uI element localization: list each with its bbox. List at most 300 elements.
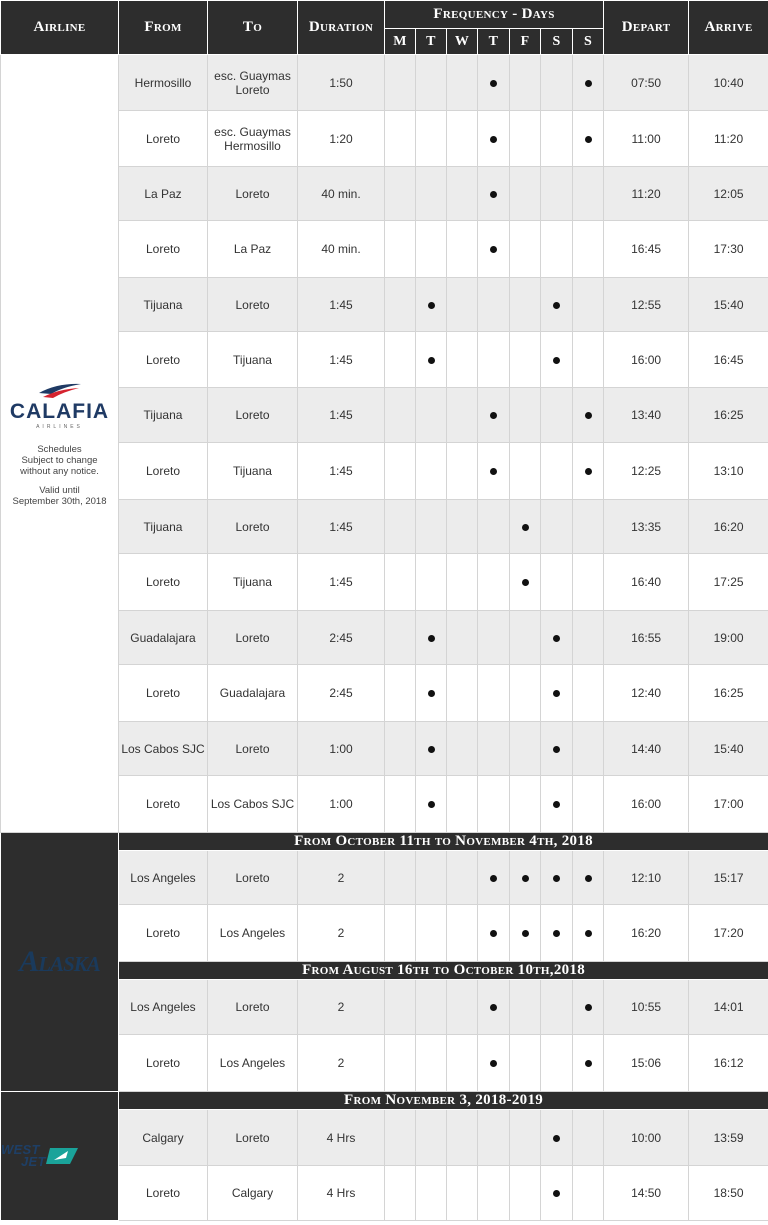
day-cell (478, 554, 510, 611)
schedule-note (20, 444, 99, 477)
day-cell (541, 611, 573, 665)
day-cell (510, 278, 541, 332)
day-cell (541, 111, 573, 167)
day-cell (385, 611, 416, 665)
day-cell (510, 111, 541, 167)
flight-day-dot-icon (553, 302, 560, 309)
day-cell (385, 722, 416, 776)
depart-cell: 16:55 (604, 611, 689, 665)
day-cell (510, 388, 541, 443)
to-cell: La Paz (208, 221, 298, 278)
day-cell (416, 665, 447, 722)
day-cell (541, 722, 573, 776)
depart-cell: 10:55 (604, 980, 689, 1035)
from-cell: Guadalajara (119, 611, 208, 665)
flight-day-dot-icon (522, 875, 529, 882)
duration-cell: 40 min. (298, 221, 385, 278)
arrive-cell: 17:30 (689, 221, 768, 278)
to-cell: Loreto (208, 851, 298, 905)
day-cell (447, 221, 478, 278)
duration-cell: 2:45 (298, 665, 385, 722)
day-cell (478, 980, 510, 1035)
from-cell: Loreto (119, 111, 208, 167)
day-cell (416, 611, 447, 665)
arrive-cell: 16:25 (689, 388, 768, 443)
flight-day-dot-icon (428, 801, 435, 808)
day-cell (385, 500, 416, 554)
day-cell (478, 1035, 510, 1092)
depart-cell: 12:40 (604, 665, 689, 722)
day-cell (416, 722, 447, 776)
day-cell (478, 1110, 510, 1166)
flight-day-dot-icon (490, 930, 497, 937)
day-cell (573, 111, 604, 167)
flight-day-dot-icon (490, 1004, 497, 1011)
arrive-cell: 17:00 (689, 776, 768, 833)
flight-day-dot-icon (490, 191, 497, 198)
day-cell (478, 55, 510, 111)
day-cell (385, 443, 416, 500)
day-cell (478, 722, 510, 776)
duration-cell: 2 (298, 980, 385, 1035)
flight-day-dot-icon (585, 875, 592, 882)
section-title: From October 11th to November 4th, 2018 (119, 833, 768, 851)
calafia-logo-text: CALAFIA (9, 399, 110, 423)
flight-day-dot-icon (553, 1190, 560, 1197)
airline-cell-alaska (1, 833, 119, 1092)
depart-cell: 16:45 (604, 221, 689, 278)
day-cell (447, 776, 478, 833)
day-cell (573, 443, 604, 500)
from-cell: Loreto (119, 332, 208, 388)
from-cell: Tijuana (119, 388, 208, 443)
day-cell (385, 851, 416, 905)
arrive-cell: 17:20 (689, 905, 768, 962)
header-from: From (119, 1, 208, 55)
duration-cell: 1:50 (298, 55, 385, 111)
duration-cell: 2 (298, 905, 385, 962)
header-day-mon: M (385, 29, 416, 55)
calafia-logo (1, 381, 118, 507)
day-cell (385, 332, 416, 388)
to-cell: Tijuana (208, 332, 298, 388)
flight-day-dot-icon (490, 875, 497, 882)
to-cell: Los Cabos SJC (208, 776, 298, 833)
day-cell (447, 1110, 478, 1166)
from-cell: Loreto (119, 905, 208, 962)
day-cell (416, 1166, 447, 1221)
day-cell (573, 665, 604, 722)
day-cell (447, 1166, 478, 1221)
day-cell (447, 167, 478, 221)
duration-cell: 1:00 (298, 722, 385, 776)
day-cell (447, 1035, 478, 1092)
day-cell (416, 905, 447, 962)
westjet-tail-icon (46, 1146, 80, 1166)
day-cell (510, 443, 541, 500)
arrive-cell: 13:10 (689, 443, 768, 500)
day-cell (510, 611, 541, 665)
day-cell (541, 980, 573, 1035)
duration-cell: 4 Hrs (298, 1166, 385, 1221)
day-cell (385, 1166, 416, 1221)
header-frequency: Frequency - Days (385, 1, 604, 29)
day-cell (573, 500, 604, 554)
from-cell: Loreto (119, 221, 208, 278)
day-cell (478, 665, 510, 722)
header-day-tue: T (416, 29, 447, 55)
from-cell: Tijuana (119, 278, 208, 332)
day-cell (447, 980, 478, 1035)
day-cell (541, 221, 573, 278)
to-cell: Tijuana (208, 554, 298, 611)
flight-day-dot-icon (428, 357, 435, 364)
day-cell (416, 111, 447, 167)
from-cell: Loreto (119, 776, 208, 833)
day-cell (416, 776, 447, 833)
day-cell (510, 221, 541, 278)
header-day-wed: W (447, 29, 478, 55)
day-cell (510, 1166, 541, 1221)
day-cell (573, 167, 604, 221)
calafia-wing-icon (37, 381, 83, 401)
depart-cell: 12:55 (604, 278, 689, 332)
day-cell (510, 980, 541, 1035)
note-line: Valid until (39, 484, 80, 496)
duration-cell: 2:45 (298, 611, 385, 665)
to-cell: Calgary (208, 1166, 298, 1221)
day-cell (541, 332, 573, 388)
header-to: To (208, 1, 298, 55)
depart-cell: 13:35 (604, 500, 689, 554)
alaska-logo: Alaska (19, 945, 100, 978)
to-cell: Loreto (208, 167, 298, 221)
flight-day-dot-icon (585, 468, 592, 475)
day-cell (416, 1110, 447, 1166)
flight-day-dot-icon (553, 746, 560, 753)
day-cell (385, 554, 416, 611)
flight-day-dot-icon (553, 875, 560, 882)
from-cell: Loreto (119, 443, 208, 500)
header-day-sun: S (573, 29, 604, 55)
day-cell (573, 905, 604, 962)
flight-day-dot-icon (490, 468, 497, 475)
day-cell (573, 980, 604, 1035)
calafia-logo-subtext: AIRLINES (36, 423, 83, 430)
day-cell (510, 554, 541, 611)
duration-cell: 1:45 (298, 500, 385, 554)
day-cell (573, 1110, 604, 1166)
section-header-row (1, 1092, 768, 1110)
flight-day-dot-icon (490, 136, 497, 143)
from-cell: Hermosillo (119, 55, 208, 111)
day-cell (573, 722, 604, 776)
from-cell: Loreto (119, 1035, 208, 1092)
day-cell (478, 278, 510, 332)
from-cell: Loreto (119, 554, 208, 611)
day-cell (447, 332, 478, 388)
day-cell (541, 443, 573, 500)
header-airline: Airline (1, 1, 119, 55)
day-cell (541, 1166, 573, 1221)
arrive-cell: 15:40 (689, 278, 768, 332)
airline-cell-calafia (1, 55, 119, 833)
to-cell: Loreto (208, 278, 298, 332)
section-header-row (1, 833, 768, 851)
arrive-cell: 10:40 (689, 55, 768, 111)
day-cell (416, 221, 447, 278)
arrive-cell: 17:25 (689, 554, 768, 611)
day-cell (478, 167, 510, 221)
day-cell (385, 905, 416, 962)
to-cell: Loreto (208, 388, 298, 443)
day-cell (573, 611, 604, 665)
duration-cell: 1:00 (298, 776, 385, 833)
day-cell (385, 776, 416, 833)
day-cell (510, 500, 541, 554)
day-cell (447, 388, 478, 443)
day-cell (510, 665, 541, 722)
duration-cell: 1:20 (298, 111, 385, 167)
day-cell (541, 665, 573, 722)
day-cell (541, 167, 573, 221)
airline-cell-westjet (1, 1092, 119, 1221)
header-depart: Depart (604, 1, 689, 55)
from-cell: Los Cabos SJC (119, 722, 208, 776)
day-cell (385, 1035, 416, 1092)
flight-day-dot-icon (522, 524, 529, 531)
flight-day-dot-icon (585, 80, 592, 87)
day-cell (478, 776, 510, 833)
header-day-fri: F (510, 29, 541, 55)
day-cell (541, 500, 573, 554)
day-cell (573, 55, 604, 111)
day-cell (447, 554, 478, 611)
depart-cell: 11:00 (604, 111, 689, 167)
day-cell (447, 500, 478, 554)
westjet-logo-text: JET (21, 1154, 46, 1169)
header-day-thu: T (478, 29, 510, 55)
depart-cell: 16:00 (604, 776, 689, 833)
day-cell (573, 1166, 604, 1221)
to-cell: Loreto (208, 611, 298, 665)
arrive-cell: 19:00 (689, 611, 768, 665)
from-cell: Loreto (119, 1166, 208, 1221)
day-cell (510, 167, 541, 221)
day-cell (510, 851, 541, 905)
day-cell (416, 554, 447, 611)
day-cell (416, 980, 447, 1035)
flight-day-dot-icon (585, 1060, 592, 1067)
day-cell (447, 905, 478, 962)
depart-cell: 11:20 (604, 167, 689, 221)
day-cell (478, 851, 510, 905)
day-cell (385, 55, 416, 111)
table-row (1, 55, 768, 111)
from-cell: Los Angeles (119, 851, 208, 905)
day-cell (447, 722, 478, 776)
day-cell (385, 388, 416, 443)
arrive-cell: 12:05 (689, 167, 768, 221)
depart-cell: 14:40 (604, 722, 689, 776)
to-cell: esc. Guaymas Loreto (208, 55, 298, 111)
validity-note (12, 485, 106, 507)
day-cell (447, 278, 478, 332)
day-cell (385, 665, 416, 722)
note-line: Subject to change (21, 454, 98, 466)
to-cell: Los Angeles (208, 905, 298, 962)
depart-cell: 12:10 (604, 851, 689, 905)
flight-day-dot-icon (553, 357, 560, 364)
from-cell: La Paz (119, 167, 208, 221)
day-cell (385, 980, 416, 1035)
duration-cell: 40 min. (298, 167, 385, 221)
flight-day-dot-icon (522, 930, 529, 937)
day-cell (573, 221, 604, 278)
depart-cell: 07:50 (604, 55, 689, 111)
arrive-cell: 18:50 (689, 1166, 768, 1221)
header-day-sat: S (541, 29, 573, 55)
arrive-cell: 14:01 (689, 980, 768, 1035)
flight-day-dot-icon (553, 690, 560, 697)
to-cell: Loreto (208, 980, 298, 1035)
flight-day-dot-icon (553, 930, 560, 937)
section-title: From August 16th to October 10th,2018 (119, 962, 768, 980)
flight-day-dot-icon (490, 1060, 497, 1067)
arrive-cell: 13:59 (689, 1110, 768, 1166)
depart-cell: 10:00 (604, 1110, 689, 1166)
arrive-cell: 11:20 (689, 111, 768, 167)
arrive-cell: 15:40 (689, 722, 768, 776)
to-cell: Los Angeles (208, 1035, 298, 1092)
day-cell (447, 611, 478, 665)
depart-cell: 16:40 (604, 554, 689, 611)
from-cell: Calgary (119, 1110, 208, 1166)
day-cell (541, 851, 573, 905)
day-cell (478, 1166, 510, 1221)
flight-day-dot-icon (585, 136, 592, 143)
to-cell: Loreto (208, 1110, 298, 1166)
day-cell (385, 1110, 416, 1166)
to-cell: Loreto (208, 722, 298, 776)
day-cell (385, 111, 416, 167)
day-cell (510, 722, 541, 776)
to-cell: Loreto (208, 500, 298, 554)
flight-day-dot-icon (585, 930, 592, 937)
to-cell: Guadalajara (208, 665, 298, 722)
section-title: From November 3, 2018-2019 (119, 1092, 768, 1110)
day-cell (416, 332, 447, 388)
header-arrive: Arrive (689, 1, 768, 55)
flight-day-dot-icon (553, 1135, 560, 1142)
note-line: Schedules (37, 443, 82, 455)
day-cell (510, 1110, 541, 1166)
day-cell (416, 500, 447, 554)
day-cell (416, 388, 447, 443)
day-cell (541, 1035, 573, 1092)
duration-cell: 1:45 (298, 278, 385, 332)
day-cell (447, 55, 478, 111)
depart-cell: 16:20 (604, 905, 689, 962)
depart-cell: 14:50 (604, 1166, 689, 1221)
day-cell (510, 776, 541, 833)
duration-cell: 4 Hrs (298, 1110, 385, 1166)
day-cell (573, 388, 604, 443)
note-line: without any notice. (20, 465, 99, 477)
flight-day-dot-icon (585, 1004, 592, 1011)
day-cell (541, 554, 573, 611)
day-cell (385, 221, 416, 278)
day-cell (385, 167, 416, 221)
duration-cell: 1:45 (298, 388, 385, 443)
depart-cell: 12:25 (604, 443, 689, 500)
arrive-cell: 16:25 (689, 665, 768, 722)
depart-cell: 13:40 (604, 388, 689, 443)
duration-cell: 2 (298, 1035, 385, 1092)
flight-day-dot-icon (585, 412, 592, 419)
day-cell (416, 55, 447, 111)
to-cell: esc. Guaymas Hermosillo (208, 111, 298, 167)
depart-cell: 16:00 (604, 332, 689, 388)
day-cell (541, 55, 573, 111)
day-cell (416, 851, 447, 905)
arrive-cell: 16:12 (689, 1035, 768, 1092)
note-line: September 30th, 2018 (12, 495, 107, 507)
westjet-logo-text: WEST (1, 1142, 40, 1157)
flight-day-dot-icon (490, 412, 497, 419)
arrive-cell: 15:17 (689, 851, 768, 905)
flight-day-dot-icon (490, 246, 497, 253)
duration-cell: 1:45 (298, 443, 385, 500)
duration-cell: 1:45 (298, 554, 385, 611)
arrive-cell: 16:20 (689, 500, 768, 554)
day-cell (416, 167, 447, 221)
day-cell (416, 278, 447, 332)
arrive-cell: 16:45 (689, 332, 768, 388)
day-cell (416, 443, 447, 500)
from-cell: Loreto (119, 665, 208, 722)
day-cell (510, 332, 541, 388)
day-cell (478, 111, 510, 167)
day-cell (447, 665, 478, 722)
day-cell (478, 611, 510, 665)
header-duration: Duration (298, 1, 385, 55)
day-cell (573, 1035, 604, 1092)
day-cell (478, 332, 510, 388)
day-cell (510, 905, 541, 962)
duration-cell: 1:45 (298, 332, 385, 388)
day-cell (573, 278, 604, 332)
flight-day-dot-icon (428, 302, 435, 309)
flight-day-dot-icon (522, 579, 529, 586)
day-cell (385, 278, 416, 332)
westjet-logo (1, 1144, 118, 1168)
day-cell (447, 111, 478, 167)
day-cell (573, 554, 604, 611)
depart-cell: 15:06 (604, 1035, 689, 1092)
day-cell (541, 776, 573, 833)
from-cell: Tijuana (119, 500, 208, 554)
duration-cell: 2 (298, 851, 385, 905)
day-cell (478, 221, 510, 278)
day-cell (510, 55, 541, 111)
flight-day-dot-icon (553, 635, 560, 642)
day-cell (541, 388, 573, 443)
day-cell (416, 1035, 447, 1092)
day-cell (573, 851, 604, 905)
flight-day-dot-icon (553, 801, 560, 808)
day-cell (541, 278, 573, 332)
